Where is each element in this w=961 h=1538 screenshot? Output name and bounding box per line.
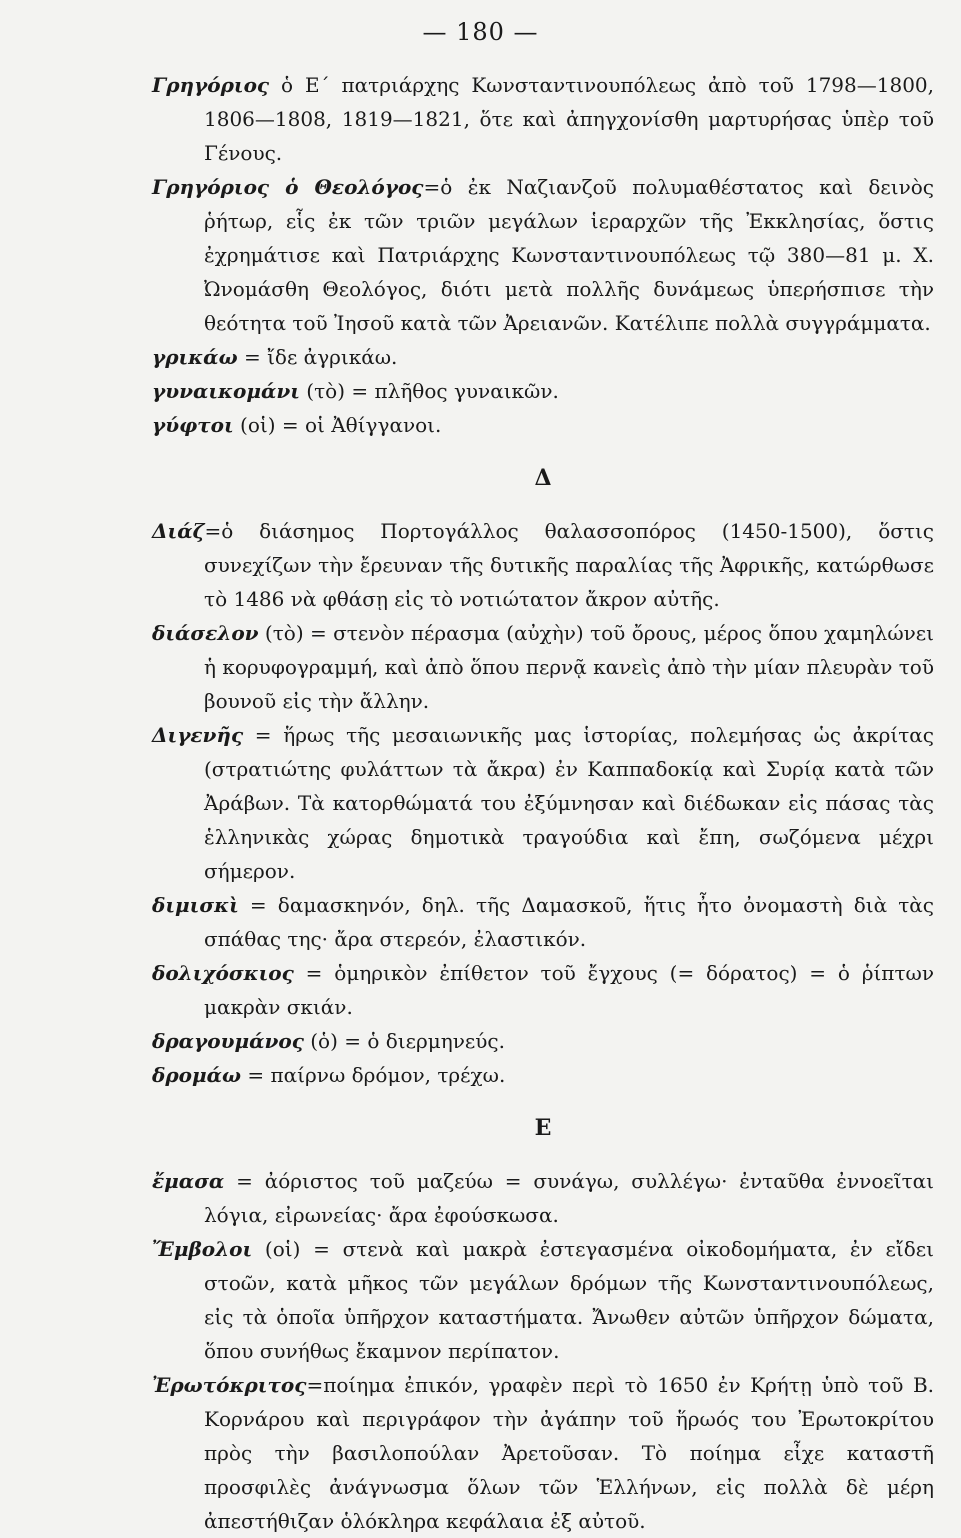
glossary-entry <box>152 956 934 1024</box>
entry-term: Διγενῆς <box>152 723 244 747</box>
glossary-entry <box>152 514 934 616</box>
entry-term: δραγουμάνος <box>152 1029 304 1053</box>
glossary-entry <box>152 718 934 888</box>
section-letter-heading: Δ <box>534 465 552 491</box>
entry-definition: = δαμασκηνόν, δηλ. τῆς Δαμασκοῦ, ἥτις ἦτο ὀνομαστὴ διὰ τὰς σπάθας της· ἄρα στερεόν, ἐλαστικόν. <box>204 893 934 951</box>
entry-definition: =ὁ διάσημος Πορτογάλλος θαλασσοπόρος (1450-1500), ὅστις συνεχίζων τὴν ἔρευναν τῆς δυτικῆς παραλίας τῆς Ἀφρικῆς, κατώρθωσε τὸ 1486 νὰ φθάσῃ εἰς τὸ νοτιώτατον ἄκρον αὐτῆς. <box>204 519 934 611</box>
entry-definition: ὁ Ε΄ πατριάρχης Κωνσταντινουπόλεως ἀπὸ τοῦ 1798—1800, 1806—1808, 1819—1821, ὅτε καὶ ἀπηγχονίσθη μαρτυρήσας ὑπὲρ τοῦ Γένους. <box>204 73 934 165</box>
section-delta <box>152 514 934 1092</box>
glossary-entry <box>152 1164 934 1232</box>
entry-term: Ἐρωτόκριτος <box>152 1373 307 1397</box>
entry-term: Γρηγόριος ὁ Θεολόγος <box>152 175 424 199</box>
entry-term: διάσελον <box>152 621 259 645</box>
entry-definition: (οἱ) = οἱ Ἀθίγγανοι. <box>233 413 442 437</box>
entry-term: γύφτοι <box>152 413 234 437</box>
entry-definition: (ὁ) = ὁ διερμηνεύς. <box>303 1029 505 1053</box>
entry-term: διμισκὶ <box>152 893 239 917</box>
entry-definition: = ὁμηρικὸν ἐπίθετον τοῦ ἔγχους (= δόρατος) = ὁ ῥίπτων μακρὰν σκιάν. <box>204 961 934 1019</box>
section-epsilon <box>152 1164 934 1538</box>
glossary-entry <box>152 374 934 408</box>
entry-definition: (τὸ) = πλῆθος γυναικῶν. <box>299 379 559 403</box>
entry-term: ἔμασα <box>152 1169 225 1193</box>
entry-term: γρικάω <box>152 345 238 369</box>
glossary-entry <box>152 408 934 442</box>
glossary-body <box>152 68 934 1538</box>
entry-term: Γρηγόριος <box>152 73 270 97</box>
entry-definition: =ποίημα ἐπικόν, γραφὲν περὶ τὸ 1650 ἐν Κρήτῃ ὑπὸ τοῦ Β. Κορνάρου καὶ περιγράφον τὴν ἀγάπην τοῦ ἥρωός του Ἐρωτοκρίτου πρὸς τὴν βασιλοπούλαν Ἀρετοῦσαν. Τὸ ποίημα εἶχε καταστῆ προσφιλὲς ἀνάγνωσμα ὅλων τῶν Ἑλλήνων, εἰς πολλὰ δὲ μέρη ἀπεστήθιζαν ὁλόκληρα κεφάλαια ἐξ αὐτοῦ. <box>204 1373 934 1533</box>
entry-definition: =ὁ ἐκ Ναζιανζοῦ πολυμαθέστατος καὶ δεινὸς ῥήτωρ, εἷς ἐκ τῶν τριῶν μεγάλων ἱεραρχῶν τῆς Ἐκκλησίας, ὅστις ἐχρημάτισε καὶ Πατριάρχης Κωνσταντινουπόλεως τῷ 380—81 μ. Χ. Ὠνομάσθη Θεολόγος, διότι μετὰ πολλῆς δυνάμεως ὑπερήσπισε τὴν θεότητα τοῦ Ἰησοῦ κατὰ τῶν Ἀρειανῶν. Κατέλιπε πολλὰ συγγράμματα. <box>204 175 935 335</box>
entry-definition: = ἥρως τῆς μεσαιωνικῆς μας ἱστορίας, πολεμήσας ὡς ἀκρίτας (στρατιώτης φυλάττων τὰ ἄκρα) ἐν Καππαδοκίᾳ καὶ Συρίᾳ κατὰ τῶν Ἀράβων. Τὰ κατορθώματά του ἐξύμνησαν καὶ διέδωκαν εἰς πάσας τὰς ἑλληνικὰς χώρας δημοτικὰ τραγούδια καὶ ἔπη, σωζόμενα μέχρι σήμερον. <box>204 723 934 883</box>
section-letter-heading: Ε <box>534 1115 552 1141</box>
glossary-entry <box>152 170 934 340</box>
entry-term: γυναικομάνι <box>152 379 300 403</box>
entry-definition: (οἱ) = στενὰ καὶ μακρὰ ἐστεγασμένα οἰκοδομήματα, ἐν εἴδει στοῶν, κατὰ μῆκος τῶν μεγάλων δρόμων τῆς Κωνσταντινουπόλεως, εἰς τὰ ὁποῖα ὑπῆρχον καταστήματα. Ἄνωθεν αὐτῶν ὑπῆρχον δώματα, ὅπου συνήθως ἔκαμνον περίπατον. <box>204 1237 934 1363</box>
glossary-entry <box>152 68 934 170</box>
glossary-entry <box>152 1368 934 1538</box>
entry-definition: = ἴδε ἀγρικάω. <box>237 345 398 369</box>
entry-definition: (τὸ) = στενὸν πέρασμα (αὐχὴν) τοῦ ὄρους, μέρος ὅπου χαμηλώνει ἡ κορυφογραμμή, καὶ ἀπὸ ὅπου περνᾷ κανεὶς ἀπὸ τὴν μίαν πλευρὰν τοῦ βουνοῦ εἰς τὴν ἄλλην. <box>204 621 935 713</box>
section-gamma <box>152 68 934 442</box>
entry-term: Ἔμβολοι <box>152 1237 253 1261</box>
glossary-entry <box>152 1058 934 1092</box>
entry-definition: = ἀόριστος τοῦ μαζεύω = συνάγω, συλλέγω· ἐνταῦθα ἐννοεῖται λόγια, εἰρωνείας· ἄρα ἐφούσκωσα. <box>204 1169 934 1227</box>
entry-definition: = παίρνω δρόμον, τρέχω. <box>241 1063 506 1087</box>
glossary-entry <box>152 1024 934 1058</box>
glossary-entry <box>152 616 934 718</box>
page-number: — 180 — <box>422 18 539 46</box>
entry-term: δρομάω <box>152 1063 242 1087</box>
entry-term: δολιχόσκιος <box>152 961 294 985</box>
glossary-entry <box>152 888 934 956</box>
glossary-entry <box>152 1232 934 1368</box>
entry-term: Διάζ <box>152 519 205 543</box>
glossary-entry <box>152 340 934 374</box>
